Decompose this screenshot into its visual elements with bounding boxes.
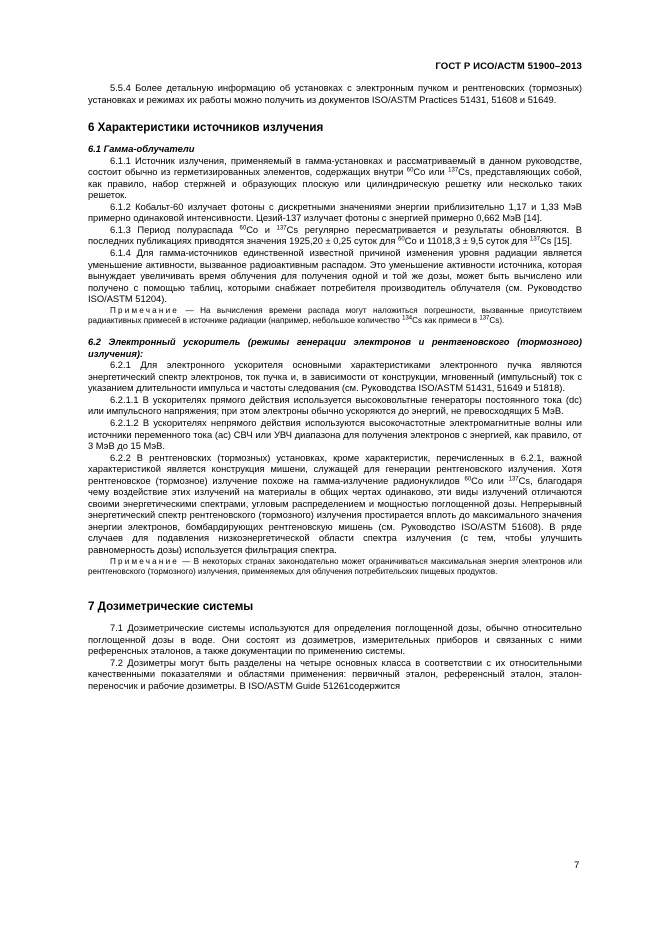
paragraph-6-1-4: 6.1.4 Для гамма-источников единственной известной причиной изменения уровня радиации является уменьшение активности, вызванное радиоактивным распадом. Это уменьшение активности источника, которая вынуждает увеличивать время облучения для получения одной и той же дозы, может быть вычислено или получено с помощью таблиц, которыми снабжает потребителя производитель облучателя (см. Руководство ISO/ASTM 51204). <box>88 248 582 305</box>
paragraph-6-1-2: 6.1.2 Кобальт-60 излучает фотоны с дискретными значениями энергии приблизительно 1,17 и 1,33 МэВ примерно одинаковой интенсивности. Цезий-137 излучает фотоны с энергией примерно 0,662 МэВ [14]. <box>88 201 582 224</box>
paragraph-5-5-4: 5.5.4 Более детальную информацию об установках с электронным пучком и рентгеновских (тормозных) установках и режимах их работы можно получить из документов ISO/ASTM Practices 51431, 51608 и 51649. <box>88 83 582 105</box>
paragraph-7-2: 7.2 Дозиметры могут быть разделены на четыре основных класса в соответствии с их относительными качественными показателями и областями применения: первичный эталон, референсный эталон, эталон-переносчик и рабочие дозиметры. В ISO/ASTM Guide 51261содержится <box>88 657 582 691</box>
page-number: 7 <box>574 860 580 871</box>
document-body <box>88 83 582 692</box>
section-6-heading: 6 Характеристики источников излучения <box>88 121 324 135</box>
section-7-heading: 7 Дозиметрические системы <box>88 599 254 613</box>
paragraph-6-2-2: 6.2.2 В рентгеновских (тормозных) установках, кроме характеристик, перечисленных в 6.2.1, важной характеристикой является конструкция мишени, служащей для генерации рентгеновского излучения. Хотя рентгеновское (тормозное) излучение похоже на гамма-излучение радионуклидов $^{60}$Co или $^{137}$Cs, благодаря чему воздействие этих излучений на материалы в общих чертах одинаково, эти виды излучений отличаются своими энергетическими спектрами, угловым распределением и мощностью поглощенной дозы. Непрерывный энергетический спектр рентгеновского (тормозного) излучения простирается вплоть до максимального значения энергии электронов, бомбардирующих рентгеновскую мишень (см. Руководство ISO/ASTM 51608). В ряде случаев для подавления низкоэнергетической области спектра излучения (с тем, чтобы улучшить равномерность дозы) используется фильтрация спектра. <box>88 452 583 555</box>
paragraph-6-1-3: 6.1.3 Период полураспада $^{60}$Co и $^{137}$Cs регулярно пересматривается и результаты обновляются. В последних публикациях приводятся значения 1925,20 ± 0,25 суток для $^{60}$Co и 11018,3 ± 9,5 суток для $^{137}$Cs [15]. <box>88 224 582 247</box>
subsection-6-1-heading: 6.1 Гамма-облучатели <box>88 144 195 155</box>
document-header: ГОСТ Р ИСО/АСТМ 51900–2013 <box>435 61 582 72</box>
paragraph-7-1: 7.1 Дозиметрические системы используются для определения поглощенной дозы, обычно относительно поглощенной дозы в воде. Они состоят из дозиметров, измерительных приборов и связанных с ними референсных эталонов, а также документации по применению системы. <box>88 622 582 657</box>
paragraph-6-1-1: 6.1.1 Источник излучения, применяемый в гамма-установках и рассматриваемый в данном руководстве, состоит обычно из герметизированных элементов, содержащих внутри $^{60}$Co или $^{137}$Cs, представляющих собой, как правило, набор стержней и образующих плоскую или цилиндрическую решетку или несколько таких решеток. <box>88 155 583 201</box>
paragraph-6-2-1: 6.2.1 Для электронного ускорителя основными характеристиками электронного пучка являются энергетический спектр электронов, ток пучка и, в зависимости от конструкции, мгновенный (импульсный) ток с указанием длительности импульса и частоты следования (см. Руководства ISO/ASTM 51431, 51649 и 51818). <box>88 360 582 394</box>
subsection-6-2-heading: 6.2 Электронный ускоритель (режимы генерации электронов и рентгеновского (тормозного) излучения): <box>88 337 582 359</box>
paragraph-6-2-1-1: 6.2.1.1 В ускорителях прямого действия используется высоковольтные генераторы постоянного тока (dc) или импульсного напряжения; при этом электроны обычно ускоряются до энергий, не превосходящих 5 МэВ. <box>88 394 582 417</box>
paragraph-6-2-1-2: 6.2.1.2 В ускорителях непрямого действия используются высокочастотные электромагнитные волны или источники переменного тока (ac) СВЧ или УВЧ диапазона для получения электронов с энергией, как правило, от 3 МэВ до 15 МэВ. <box>88 417 582 452</box>
note-6-1-4: Примечание — На вычисления времени распада могут наложиться погрешности, вызванные присутствием радиактивных примесей в источнике радиации (например, небольшое количество $^{134}$Cs как примеси в $^{137}$Cs). <box>88 305 582 325</box>
note-6-2-2: Примечание — В некоторых странах законодательно может ограничиваться максимальная энергия электронов или рентгеновского (тормозного) излучения, применяемых для облучения потребительских пищевых продуктов. <box>88 556 582 576</box>
